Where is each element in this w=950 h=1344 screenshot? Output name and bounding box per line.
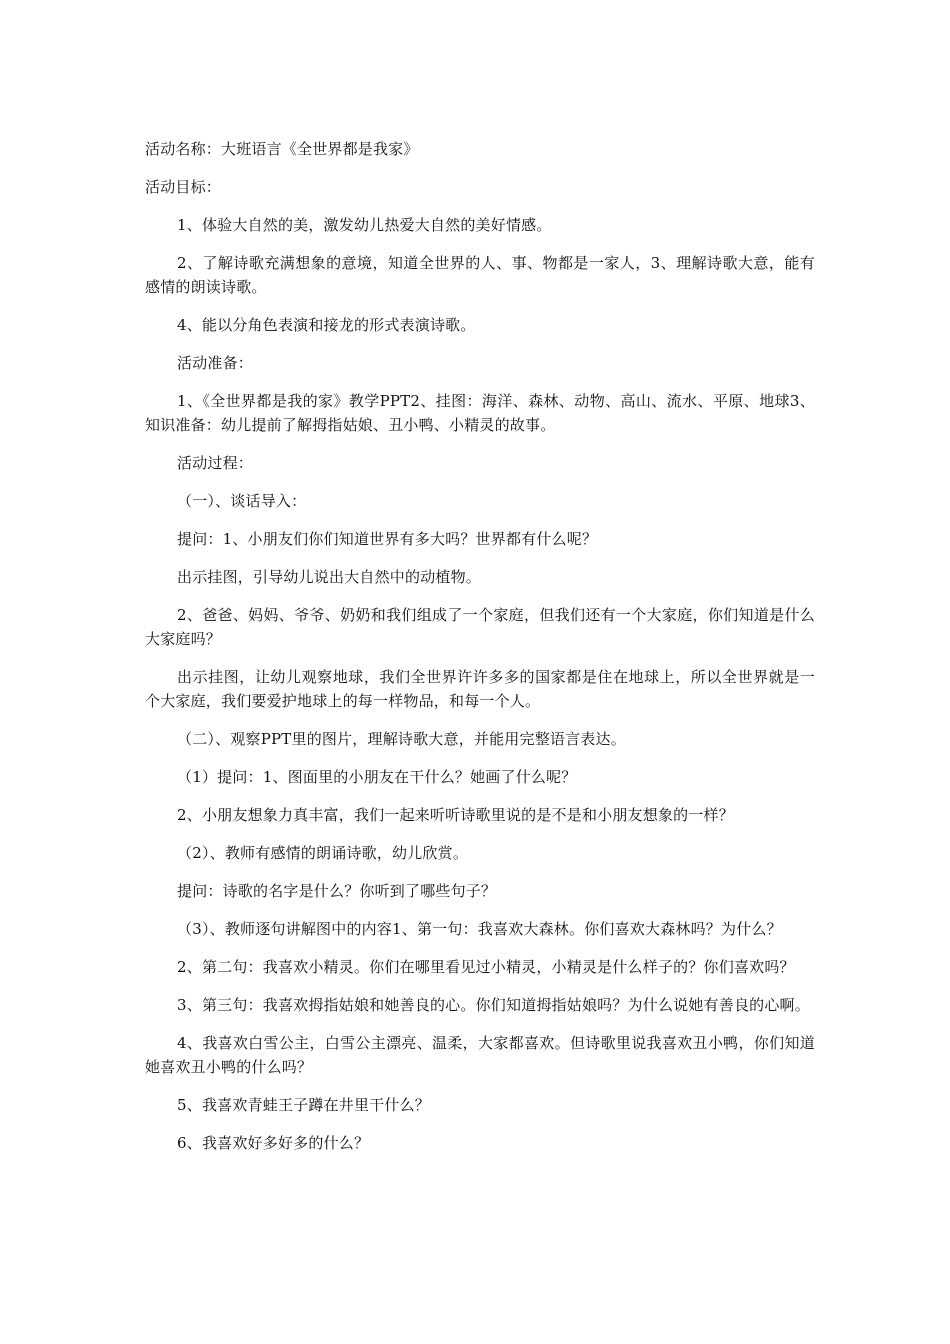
section-heading: （一）、谈话导入： [177, 492, 307, 510]
document-body [145, 137, 815, 1169]
paragraph: （1）提问：1、图面里的小朋友在干什么？她画了什么呢？ [177, 768, 577, 786]
paragraph: 1、《全世界都是我的家》教学PPT2、挂图：海洋、森林、动物、高山、流水、平原、地球3、知识准备：幼儿提前了解拇指姑娘、丑小鸭、小精灵的故事。 [145, 392, 815, 434]
paragraph: （2）、教师有感情的朗诵诗歌，幼儿欣赏。 [177, 844, 469, 862]
paragraph: 1、体验大自然的美，激发幼儿热爱大自然的美好情感。 [177, 216, 552, 234]
paragraph: 5、我喜欢青蛙王子蹲在井里干什么？ [177, 1096, 430, 1114]
goals-heading: 活动目标： [145, 178, 222, 196]
paragraph: 4、能以分角色表演和接龙的形式表演诗歌。 [177, 316, 476, 334]
process-heading: 活动过程： [177, 454, 254, 472]
paragraph: 4、我喜欢白雪公主，白雪公主漂亮、温柔，大家都喜欢。但诗歌里说我喜欢丑小鸭，你们知道她喜欢丑小鸭的什么吗？ [145, 1034, 815, 1076]
paragraph: 2、了解诗歌充满想象的意境，知道全世界的人、事、物都是一家人，3、理解诗歌大意，能有感情的朗读诗歌。 [145, 254, 815, 296]
paragraph: 2、第二句：我喜欢小精灵。你们在哪里看见过小精灵，小精灵是什么样子的？你们喜欢吗？ [177, 958, 795, 976]
paragraph: 提问：1、小朋友们你们知道世界有多大吗？世界都有什么呢？ [177, 530, 598, 548]
paragraph: 6、我喜欢好多好多的什么？ [177, 1134, 370, 1152]
paragraph: （3）、教师逐句讲解图中的内容1、第一句：我喜欢大森林。你们喜欢大森林吗？为什么？ [177, 920, 782, 938]
paragraph: 出示挂图，引导幼儿说出大自然中的动植物。 [177, 568, 482, 586]
section-heading: （二）、观察PPT里的图片，理解诗歌大意，并能用完整语言表达。 [177, 730, 626, 748]
paragraph: 提问：诗歌的名字是什么？你听到了哪些句子？ [177, 882, 497, 900]
paragraph: 2、小朋友想象力真丰富，我们一起来听听诗歌里说的是不是和小朋友想象的一样？ [177, 806, 734, 824]
preparation-heading: 活动准备： [177, 354, 254, 372]
paragraph: 2、爸爸、妈妈、爷爷、奶奶和我们组成了一个家庭，但我们还有一个大家庭，你们知道是什么大家庭吗？ [145, 606, 815, 648]
paragraph: 3、第三句：我喜欢拇指姑娘和她善良的心。你们知道拇指姑娘吗？为什么说她有善良的心啊。 [177, 996, 810, 1014]
activity-name: 活动名称：大班语言《全世界都是我家》 [145, 140, 419, 158]
paragraph: 出示挂图，让幼儿观察地球，我们全世界许许多多的国家都是住在地球上，所以全世界就是一个大家庭，我们要爱护地球上的每一样物品，和每一个人。 [145, 668, 815, 710]
